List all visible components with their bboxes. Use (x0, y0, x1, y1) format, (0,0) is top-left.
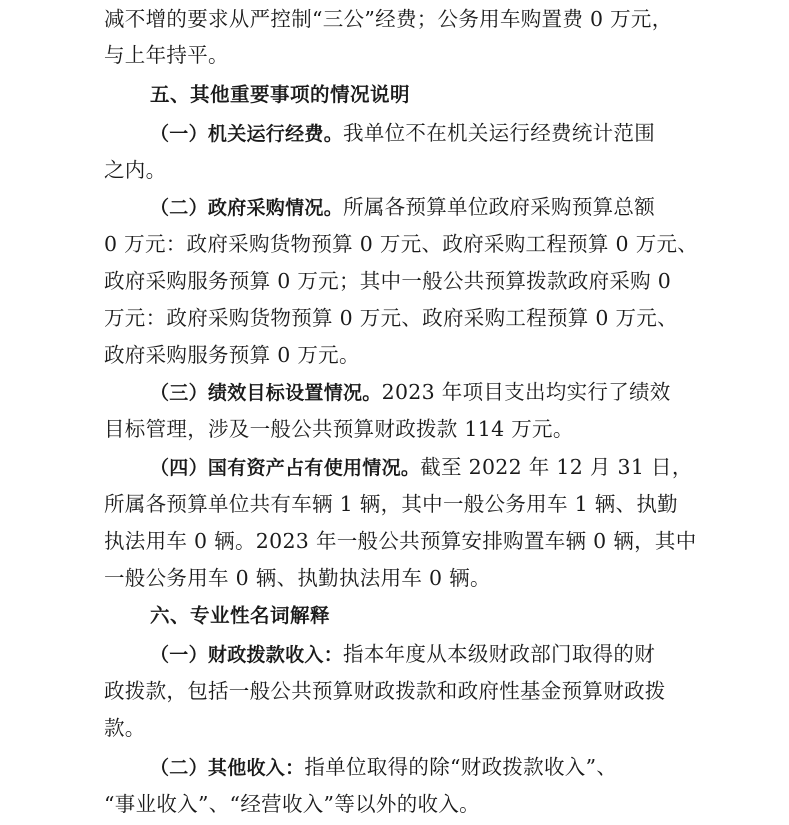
paragraph-line: 政府采购服务预算 0 万元；其中一般公共预算拨款政府采购 0 (104, 269, 672, 293)
term-1-label: （一）财政拨款收入： (150, 644, 344, 666)
paragraph-line: 减不增的要求从严控制“三公”经费；公务用车购置费 0 万元， (104, 7, 673, 31)
term-2-line (150, 752, 617, 783)
section-heading-6: 六、专业性名词解释 (150, 604, 331, 627)
subsection-2-line (150, 192, 655, 223)
subsection-4-line (150, 452, 693, 483)
paragraph-line: 之内。 (104, 158, 167, 182)
paragraph-line: “事业收入”、“经营收入”等以外的收入。 (104, 792, 480, 816)
paragraph-line: 政府采购服务预算 0 万元。 (104, 343, 360, 367)
paragraph-line: 与上年持平。 (104, 43, 229, 67)
subsection-1-line (150, 118, 655, 149)
subsection-1-text: 我单位不在机关运行经费统计范围 (343, 121, 656, 145)
term-1-line (150, 639, 655, 670)
subsection-3-line (150, 377, 671, 408)
subsection-3-label: （三）绩效目标设置情况。 (150, 382, 382, 404)
paragraph-line: 所属各预算单位共有车辆 1 辆，其中一般公务用车 1 辆、执勤 (104, 492, 678, 516)
subsection-2-text: 所属各预算单位政府采购预算总额 (343, 195, 656, 219)
paragraph-line: 执法用车 0 辆。2023 年一般公共预算安排购置车辆 0 辆，其中 (104, 529, 697, 553)
paragraph-line: 政拨款，包括一般公共预算财政拨款和政府性基金预算财政拨 (104, 679, 666, 703)
term-2-label: （二）其他收入： (150, 757, 305, 779)
section-heading-5: 五、其他重要事项的情况说明 (150, 83, 411, 106)
subsection-4-label: （四）国有资产占有使用情况。 (150, 457, 421, 479)
paragraph-line: 一般公务用车 0 辆、执勤执法用车 0 辆。 (104, 566, 491, 590)
subsection-2-label: （二）政府采购情况。 (150, 197, 344, 219)
subsection-1-label: （一）机关运行经费。 (150, 123, 344, 145)
paragraph-line: 0 万元：政府采购货物预算 0 万元、政府采购工程预算 0 万元、 (104, 232, 699, 256)
paragraph-line: 目标管理，涉及一般公共预算财政拨款 114 万元。 (104, 417, 574, 441)
subsection-3-text: 2023 年项目支出均实行了绩效 (381, 380, 671, 404)
paragraph-line: 万元：政府采购货物预算 0 万元、政府采购工程预算 0 万元、 (104, 306, 678, 330)
subsection-4-text: 截至 2022 年 12 月 31 日， (420, 455, 693, 479)
term-1-text: 指本年度从本级财政部门取得的财 (343, 642, 656, 666)
paragraph-line: 款。 (104, 716, 146, 740)
term-2-text: 指单位取得的除“财政拨款收入”、 (304, 755, 618, 779)
